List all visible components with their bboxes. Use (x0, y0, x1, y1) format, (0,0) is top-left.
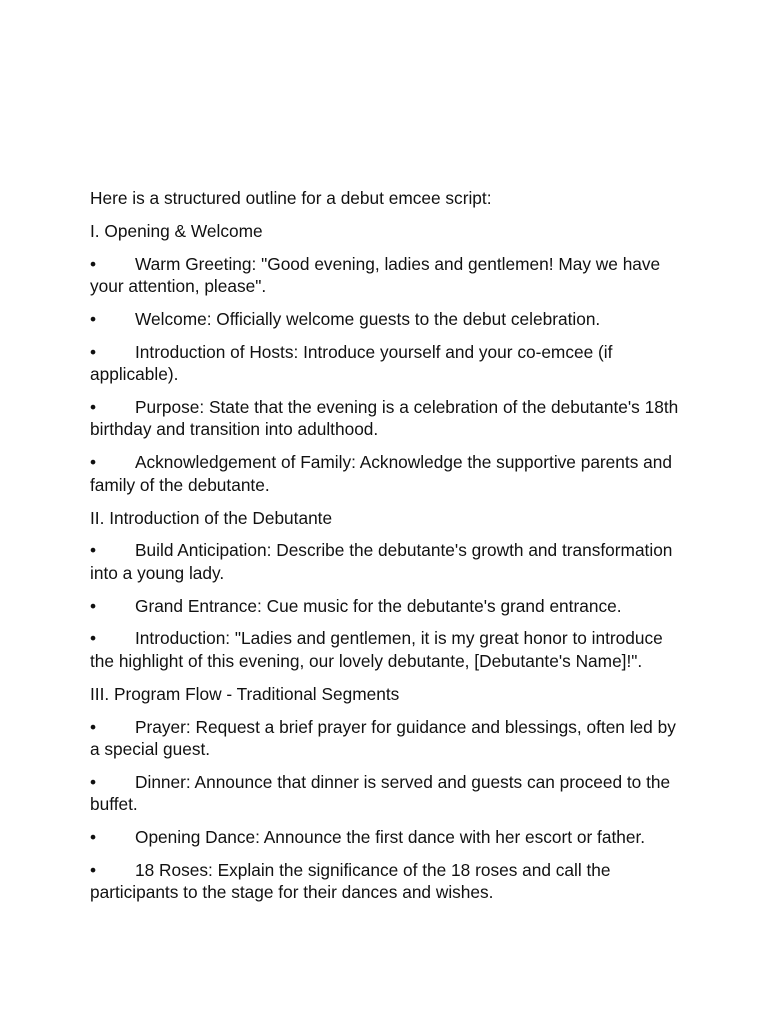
bullet-text: Introduction: "Ladies and gentlemen, it is my great honor to introduce the highlight of this evening, our lovely debutante, [Debutante's Name]!". (90, 628, 663, 671)
bullet-icon: • (90, 452, 97, 473)
bullet-text: Opening Dance: Announce the first dance with her escort or father. (135, 827, 646, 848)
bullet-icon: • (90, 396, 97, 417)
bullet-text: Warm Greeting: "Good evening, ladies and gentlemen! May we have your attention, please". (90, 253, 661, 297)
bullet-icon: • (90, 341, 97, 362)
bullet-text: Introduction of Hosts: Introduce yourself and your co-emcee (if applicable). (90, 341, 613, 385)
section-heading: I. Opening & Welcome (90, 220, 263, 241)
bullet-text: Prayer: Request a brief prayer for guidance and blessings, often led by a special guest. (90, 716, 676, 760)
bullet-text: Build Anticipation: Describe the debutante's growth and transformation into a young lady. (90, 540, 673, 583)
bullet-item (90, 595, 680, 618)
bullet-icon: • (90, 540, 97, 561)
bullet-icon: • (90, 595, 97, 616)
bullet-text: Acknowledgement of Family: Acknowledge the supportive parents and family of the debutante. (90, 452, 672, 495)
section-heading: III. Program Flow - Traditional Segments (90, 683, 400, 704)
document-page (90, 187, 680, 914)
bullet-text: Dinner: Announce that dinner is served and guests can proceed to the buffet. (90, 771, 671, 815)
bullet-text: 18 Roses: Explain the significance of the 18 roses and call the participants to the stage for their dances and wishes. (90, 859, 611, 903)
intro-text: Here is a structured outline for a debut emcee script: (90, 188, 492, 208)
bullet-item (90, 859, 680, 904)
bullet-item (90, 716, 680, 761)
bullet-icon: • (90, 628, 97, 649)
bullet-item (90, 396, 680, 441)
section-heading: II. Introduction of the Debutante (90, 507, 333, 528)
bullet-item (90, 826, 680, 849)
bullet-icon: • (90, 253, 97, 274)
bullet-text: Grand Entrance: Cue music for the debutante's grand entrance. (135, 595, 622, 616)
bullet-icon: • (90, 716, 97, 737)
bullet-text: Welcome: Officially welcome guests to the debut celebration. (135, 308, 601, 329)
bullet-text: Purpose: State that the evening is a celebration of the debutante's 18th birthday and transition into adulthood. (90, 396, 679, 440)
bullet-item (90, 253, 680, 298)
bullet-icon: • (90, 771, 97, 792)
bullet-item (90, 308, 680, 331)
bullet-icon: • (90, 308, 97, 329)
bullet-item (90, 539, 680, 584)
bullet-item (90, 771, 680, 816)
bullet-icon: • (90, 859, 97, 880)
bullet-icon: • (90, 827, 97, 848)
bullet-item (90, 627, 680, 672)
bullet-item (90, 341, 680, 386)
bullet-item (90, 451, 680, 496)
